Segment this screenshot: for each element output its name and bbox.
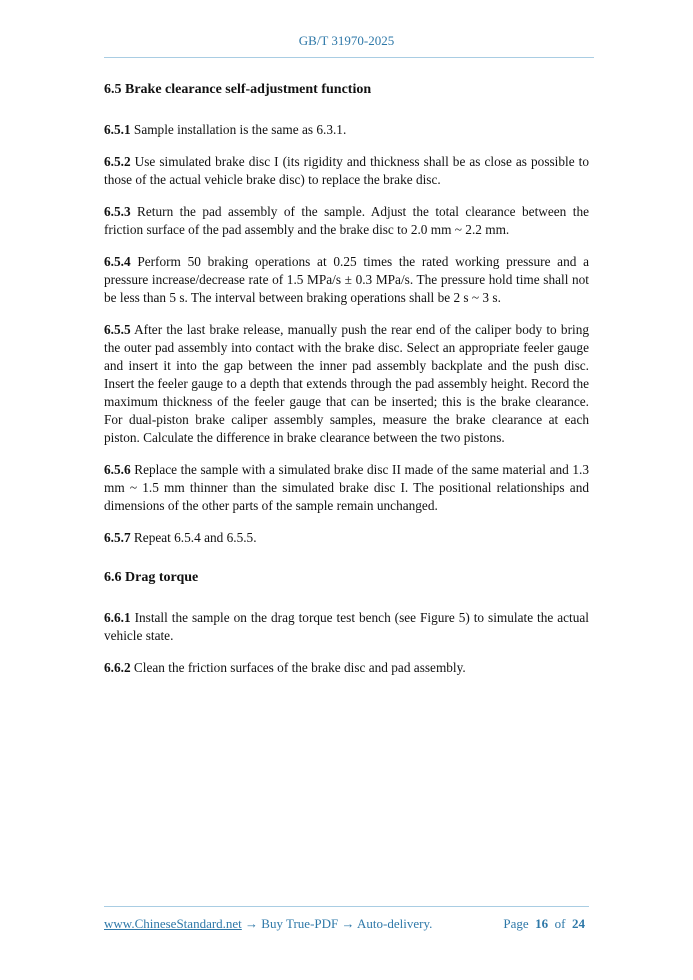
clause <box>104 121 589 139</box>
page-indicator <box>503 916 585 932</box>
page-footer <box>104 916 585 932</box>
of-label: of <box>554 916 566 931</box>
clause-number: 6.5.5 <box>104 322 131 337</box>
clause <box>104 609 589 645</box>
page-label: Page <box>503 916 529 931</box>
clause-text: Clean the friction surfaces of the brake disc and pad assembly. <box>133 660 466 675</box>
website-link[interactable]: www.ChineseStandard.net <box>104 916 242 931</box>
header-divider <box>104 57 594 58</box>
clause <box>104 461 589 515</box>
clause-text: Install the sample on the drag torque test bench (see Figure 5) to simulate the actual vehicle state. <box>104 610 589 643</box>
section-heading: 6.6 Drag torque <box>104 570 199 585</box>
footer-divider <box>104 906 589 907</box>
document-header: GB/T 31970-2025 <box>298 33 395 48</box>
clause <box>104 253 589 307</box>
clause <box>104 529 589 547</box>
clause-number: 6.5.7 <box>104 530 131 545</box>
clause-number: 6.5.1 <box>104 122 131 137</box>
clause-text: Sample installation is the same as 6.3.1. <box>133 122 347 137</box>
clause-text: Return the pad assembly of the sample. Adjust the total clearance between the friction surface of the pad assembly and the brake disc to 2.0 mm ~ 2.2 mm. <box>104 204 589 237</box>
clause-number: 6.5.4 <box>104 254 131 269</box>
clause <box>104 153 589 189</box>
clause-text: Replace the sample with a simulated brake disc II made of the same material and 1.3 mm ~ 1.5 mm thinner than the simulated brake disc I. The positional relationships and dimensions of the other parts of the sample remain unchanged. <box>104 462 590 513</box>
clause-text: Perform 50 braking operations at 0.25 times the rated working pressure and a pressure increase/decrease rate of 1.5 MPa/s ± 0.3 MPa/s. The pressure hold time shall not be less than 5 s. The interval between braking operations shall be 2 s ~ 3 s. <box>104 254 589 305</box>
section-heading: 6.5 Brake clearance self-adjustment function <box>104 82 372 97</box>
footer-promo <box>104 916 432 932</box>
clause-number: 6.6.1 <box>104 610 131 625</box>
clause-number: 6.5.3 <box>104 204 131 219</box>
clause <box>104 659 589 677</box>
total-pages: 24 <box>572 916 585 931</box>
footer-promo-text: → Buy True-PDF → Auto-delivery. <box>241 916 433 931</box>
clause <box>104 203 589 239</box>
clause-text: Use simulated brake disc I (its rigidity and thickness shall be as close as possible to those of the actual vehicle brake disc) to replace the brake disc. <box>104 154 589 187</box>
clause-number: 6.6.2 <box>104 660 131 675</box>
clause <box>104 321 589 447</box>
clause-number: 6.5.2 <box>104 154 131 169</box>
clause-text: Repeat 6.5.4 and 6.5.5. <box>133 530 257 545</box>
current-page: 16 <box>535 916 549 931</box>
document-body <box>104 81 589 691</box>
clause-text: After the last brake release, manually push the rear end of the caliper body to bring the outer pad assembly into contact with the brake disc. Select an appropriate feeler gauge and insert it into the gap between the inner pad assembly backplate and the push disc. Insert the feeler gauge to a depth that extends through the pad assembly height. Record the maximum thickness of the feeler gauge that can be inserted; this is the brake clearance. For dual-piston brake caliper assembly samples, measure the brake clearance at each piston. Calculate the difference in brake clearance between the two pistons. <box>104 322 589 445</box>
clause-number: 6.5.6 <box>104 462 131 477</box>
